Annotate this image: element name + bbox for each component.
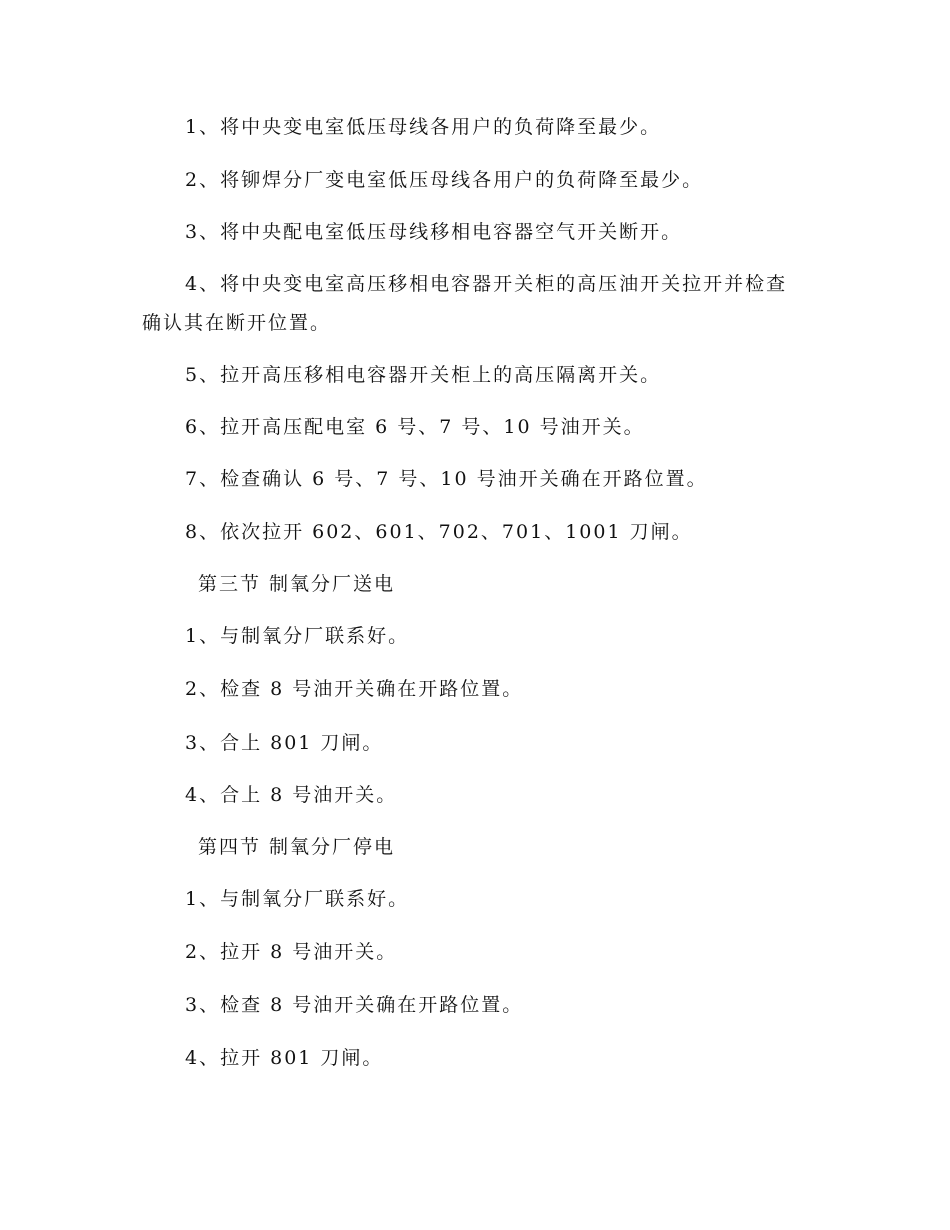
step-6-open-oil-switches: 6、拉开高压配电室 6 号、7 号、10 号油开关。 <box>185 416 645 438</box>
step-2-reduce-weld-plant-load: 2、将铆焊分厂变电室低压母线各用户的负荷降至最少。 <box>185 169 704 191</box>
step-4-open-hv-oil-switch: 4、将中央变电室高压移相电容器开关柜的高压油开关拉开并检查 <box>185 273 788 295</box>
section-4-step-3: 3、检查 8 号油开关确在开路位置。 <box>185 994 524 1016</box>
section-4-step-2: 2、拉开 8 号油开关。 <box>185 941 398 963</box>
step-3-open-capacitor-breaker: 3、将中央配电室低压母线移相电容器空气开关断开。 <box>185 221 683 243</box>
section-3-step-3: 3、合上 801 刀闸。 <box>185 732 384 754</box>
section-3-step-1: 1、与制氧分厂联系好。 <box>185 625 410 647</box>
section-3-step-2: 2、检查 8 号油开关确在开路位置。 <box>185 678 524 700</box>
section-4-step-4: 4、拉开 801 刀闸。 <box>185 1047 384 1069</box>
step-8-open-knife-switches: 8、依次拉开 602、601、702、701、1001 刀闸。 <box>185 521 693 543</box>
section-3-heading: 第三节 制氧分厂送电 <box>198 573 396 595</box>
step-1-reduce-central-load: 1、将中央变电室低压母线各用户的负荷降至最少。 <box>185 116 662 138</box>
step-5-open-isolating-switch: 5、拉开高压移相电容器开关柜上的高压隔离开关。 <box>185 364 662 386</box>
section-4-step-1: 1、与制氧分厂联系好。 <box>185 888 410 910</box>
section-4-heading: 第四节 制氧分厂停电 <box>198 836 396 858</box>
section-3-step-4: 4、合上 8 号油开关。 <box>185 784 398 806</box>
step-7-check-oil-switches: 7、检查确认 6 号、7 号、10 号油开关确在开路位置。 <box>185 468 708 490</box>
step-4-continuation: 确认其在断开位置。 <box>142 312 332 334</box>
